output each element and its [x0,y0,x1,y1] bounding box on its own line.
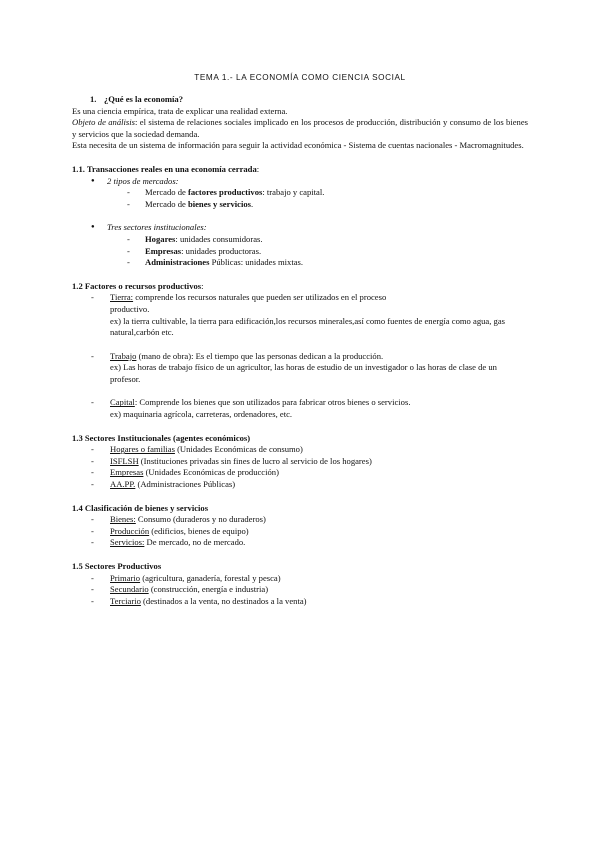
example-text: ex) Las horas de trabajo físico de un agricultor, las horas de estudio de un investigador o las horas de clase de un profesor. [110,362,497,384]
necesita-paragraph: Esta necesita de un sistema de información para seguir la actividad económica - Sistema de cuentas nacionales - Macromagnitudes. [72,140,524,151]
list-item: ● 2 tipos de mercados: [72,176,528,188]
definition-text: Es una ciencia empírica, trata de explicar una realidad externa. [72,105,288,116]
example-text: ex) maquinaria agrícola, carreteras, ordenadores, etc. [110,409,293,420]
list-item: ● Tres sectores institucionales: [72,222,528,234]
list-item: - Mercado de bienes y servicios. [72,199,528,211]
list-item: - Terciario (destinados a la venta, no destinados a la venta) [72,596,528,608]
example-text: ex) la tierra cultivable, la tierra para edificación,los recursos minerales,así como fuentes de energía como agua, gas natural,carbón etc. [110,315,505,338]
objeto-paragraph: Objeto de análisis: el sistema de relaciones sociales implicado en los procesos de producción, distribución y consumo de los bienes y servicios que la sociedad demanda. [72,117,528,139]
section-heading: 1.2 Factores o recursos productivos: [72,280,204,291]
list-item: - Empresas (Unidades Económicas de producción) [72,467,528,479]
section-heading: 1.3 Sectores Institucionales (agentes económicos) [72,432,251,443]
list-item: - Primario (agricultura, ganadería, forestal y pesca) [72,573,528,585]
list-item: - Producción (edificios, bienes de equipo) [72,526,528,538]
list-item: - Servicios: De mercado, no de mercado. [72,537,528,549]
list-item: - Secundario (construcción, energía e industria) [72,584,528,596]
list-item: - Empresas: unidades productoras. [72,246,528,258]
list-item: - ISFLSH (Instituciones privadas sin fines de lucro al servicio de los hogares) [72,456,528,468]
section-heading: 1.5 Sectores Productivos [72,561,162,571]
list-item: - Hogares: unidades consumidoras. [72,234,528,246]
section-heading: 1. ¿Qué es la economía? [90,94,184,104]
document-body [72,94,528,607]
list-item: - Administraciones Públicas: unidades mixtas. [72,257,528,269]
list-item: - Tierra: comprende los recursos naturales que pueden ser utilizados en el proceso [72,292,528,304]
page-title: TEMA 1.- LA ECONOMÍA COMO CIENCIA SOCIAL [194,73,406,82]
section-heading: 1.1. Transacciones reales en una economía cerrada: [72,163,260,174]
list-item: - Trabajo (mano de obra): Es el tiempo que las personas dedican a la producción. [72,351,528,363]
list-item: - AA.PP. (Administraciones Públicas) [72,479,528,491]
list-item: - Hogares o familias (Unidades Económicas de consumo) [72,444,528,456]
list-item: - Mercado de factores productivos: trabajo y capital. [72,187,528,199]
list-item: - Capital: Comprende los bienes que son utilizados para fabricar otros bienes o servicios. [72,397,528,409]
section-heading: 1.4 Clasificación de bienes y servicios [72,502,209,513]
list-item: - Bienes: Consumo (duraderos y no duraderos) [72,514,528,526]
list-item-continuation: productivo. [110,303,150,314]
